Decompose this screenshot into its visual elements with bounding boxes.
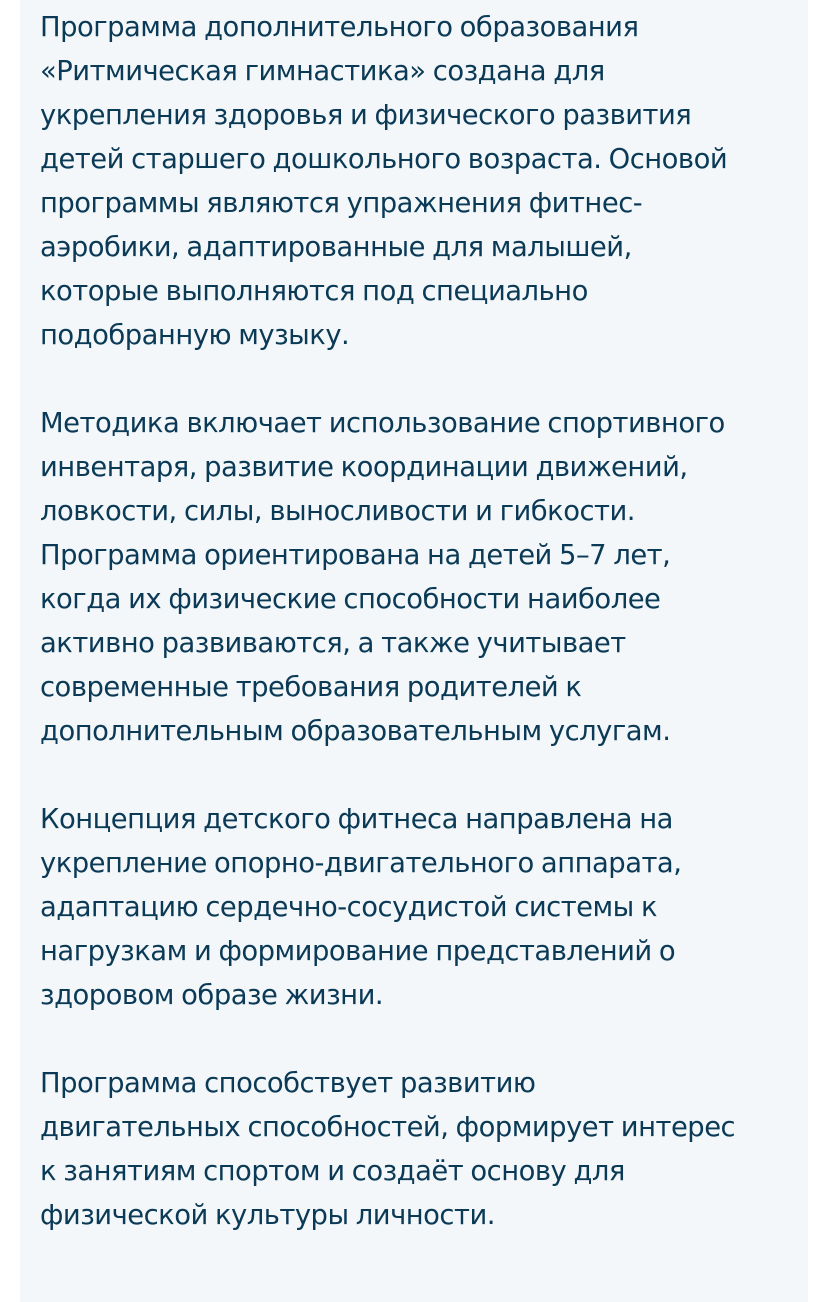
program-description-card xyxy=(20,0,808,1302)
paragraph-concept: Концепция детского фитнеса направлена на укрепление опорно-двигательного аппарата, адаптацию сердечно-сосудистой системы к нагрузкам и формирование представлений о здоровом образе жизни. xyxy=(40,804,682,1011)
paragraph-methodology: Методика включает использование спортивного инвентаря, развитие координации движений, ловкости, силы, выносливости и гибкости. Программа ориентирована на детей 5–7 лет, когда их физические способности наиболее активно развиваются, а также учитывает современные требования родителей к дополнительным образовательным услугам. xyxy=(40,408,725,747)
paragraph-program-intro: Программа дополнительного образования «Ритмическая гимнастика» создана для укрепления здоровья и физического развития детей старшего дошкольного возраста. Основой программы являются упражнения фитнес- аэробики, адаптированные для малышей, которые выполняются под специально подобранную музыку. xyxy=(40,12,728,351)
paragraph-outcomes: Программа способствует развитию двигательных способностей, формирует интерес к занятиям спортом и создаёт основу для физической культуры личности. xyxy=(40,1068,736,1231)
